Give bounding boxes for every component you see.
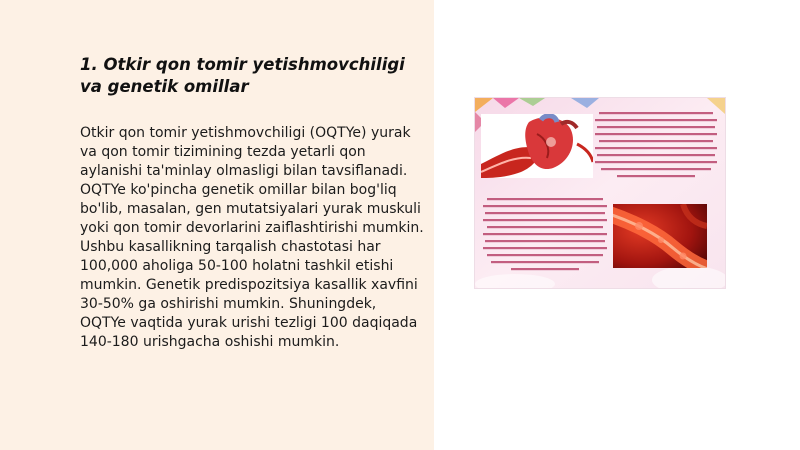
cardiovascular-infographic	[475, 98, 725, 288]
infographic-text-block	[593, 110, 719, 190]
slide-body-text: Otkir qon tomir yetishmovchiligi (OQTYe) yurak va qon tomir tizimining tezda yetarli qon aylanishi ta'minlay olmasligi bilan tavsiflanadi. OQTYe ko'pincha genetik omillar bilan bog'liq bo'lib, masalan, gen mutatsiyalari yurak muskuli yoki qon tomir devorlarini zaiflashtirishi mumkin. Ushbu kasallikning tarqalish chastotasi har 100,000 aholiga 50-100 holatni tashkil etishi mumkin. Genetik predispozitsiya kasallik xavfini 30-50% ga oshirishi mumkin. Shuningdek, OQTYe vaqtida yurak urishi tezligi 100 daqiqada 140-180 urishgacha oshishi mumkin.	[80, 125, 424, 350]
blood-vessel-photo	[613, 204, 707, 268]
heart-illustration	[481, 114, 593, 178]
slide-title: 1. Otkir qon tomir yetishmovchiligi va genetik omillar	[80, 55, 405, 96]
infographic-text-block	[481, 196, 609, 274]
